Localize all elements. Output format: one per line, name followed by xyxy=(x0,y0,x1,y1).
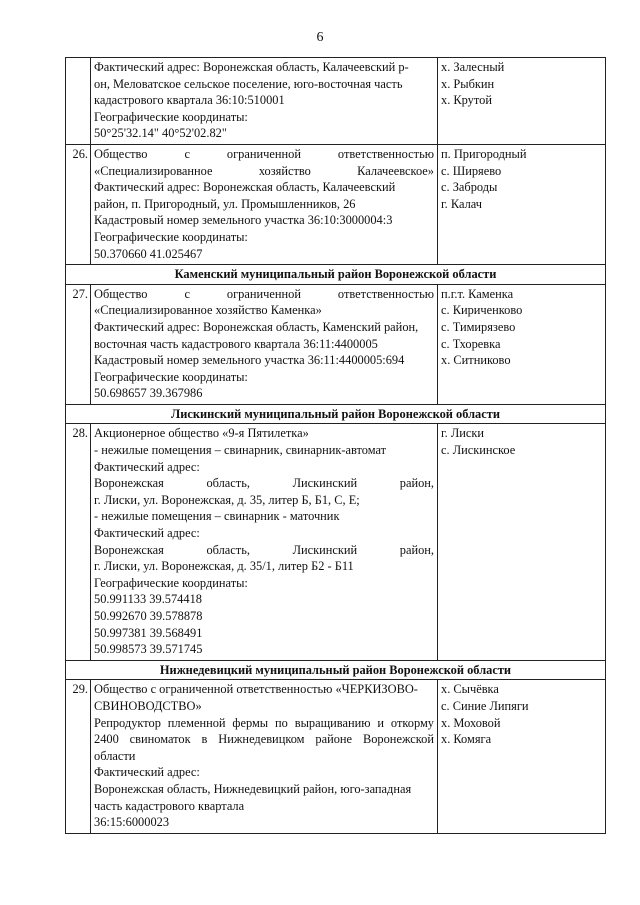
page-number: 6 xyxy=(316,30,324,45)
cadastral-line: 36:15:6000023 xyxy=(94,815,170,830)
locality: с. Заброды xyxy=(441,180,498,195)
address-line: Фактический адрес: Воронежская область, Калачеевский xyxy=(94,180,396,195)
entry-number xyxy=(66,58,91,145)
cadastral-line: кадастрового квартала 36:10:510001 xyxy=(94,93,285,108)
coordinates-value: 50°25'32.14" 40°52'02.82" xyxy=(94,126,227,141)
locality: х. Сычёвка xyxy=(441,682,499,697)
word: с xyxy=(184,286,190,301)
company-name-line xyxy=(94,146,434,163)
address-line: г. Лиски, ул. Воронежская, д. 35, литер Б, Б1, С, Е; xyxy=(94,492,360,507)
word: Лискинский xyxy=(292,476,358,491)
entry-number: 29. xyxy=(66,680,91,833)
word: хозяйство xyxy=(258,163,311,178)
address-line xyxy=(94,542,434,559)
word: Воронежская xyxy=(94,542,164,557)
table-row xyxy=(66,424,606,660)
address-line: Фактический адрес: Воронежская область, Калачеевский р- xyxy=(94,60,409,74)
locality: х. Моховой xyxy=(441,715,501,730)
locality: г. Лиски xyxy=(441,426,485,441)
word: район, xyxy=(399,476,434,491)
word: область, xyxy=(206,542,250,557)
word: ответственностью xyxy=(337,286,434,301)
entry-number: 28. xyxy=(66,424,91,660)
section-row xyxy=(66,404,606,424)
locality: п.г.т. Каменка xyxy=(441,286,514,301)
table-row xyxy=(66,144,606,264)
entry-localities xyxy=(438,284,606,404)
address-line xyxy=(94,475,434,492)
word: ответственностью xyxy=(337,146,434,161)
section-heading: Каменский муниципальный район Воронежской области xyxy=(66,265,606,285)
entry-number: 27. xyxy=(66,284,91,404)
word: Общество xyxy=(94,286,148,301)
company-name-line: Общество с ограниченной ответственностью «ЧЕРКИЗОВО- xyxy=(94,682,418,697)
registry-table xyxy=(65,57,606,834)
word: с xyxy=(184,146,190,161)
address-line: г. Лиски, ул. Воронежская, д. 35/1, литер Б2 - Б11 xyxy=(94,559,354,574)
locality: х. Ситниково xyxy=(441,353,511,368)
company-name-line: СВИНОВОДСТВО» xyxy=(94,698,202,713)
address-line: район, п. Пригородный, ул. Промышленников, 26 xyxy=(94,196,356,211)
facility-paragraph: Репродуктор племенной фермы по выращиванию и откорму 2400 свиноматок в Нижнедевицком районе Воронежской области xyxy=(94,715,434,763)
entry-description xyxy=(91,144,438,264)
coordinates-value: 50.992670 39.578878 xyxy=(94,609,203,623)
section-heading: Нижнедевицкий муниципальный район Воронежской области xyxy=(66,660,606,680)
address-line: восточная часть кадастрового квартала 36:11:4400005 xyxy=(94,336,378,351)
locality: п. Пригородный xyxy=(441,146,527,161)
locality: с. Тхоревка xyxy=(441,336,501,351)
facility-line: - нежилые помещения – свинарник, свинарник-автомат xyxy=(94,443,387,458)
company-name-line: Акционерное общество «9-я Пятилетка» xyxy=(94,426,309,441)
word: Лискинский xyxy=(292,542,358,557)
locality: с. Ширяево xyxy=(441,163,502,178)
locality: х. Рыбкин xyxy=(441,76,495,91)
company-name-line xyxy=(94,286,434,303)
company-name-line xyxy=(94,163,434,180)
coordinates-value: 50.997381 39.568491 xyxy=(94,625,203,640)
coordinates-value: 50.998573 39.571745 xyxy=(94,642,203,657)
locality: с. Лискинское xyxy=(441,443,516,458)
coordinates-label: Географические координаты: xyxy=(94,229,248,244)
cadastral-line: Кадастровый номер земельного участка 36:11:4400005:694 xyxy=(94,353,405,368)
coordinates-label: Географические координаты: xyxy=(94,369,248,384)
company-name-line: «Специализированное хозяйство Каменка» xyxy=(94,303,322,318)
address-line: Фактический адрес: Воронежская область, Каменский район, xyxy=(94,319,419,334)
locality: с. Кириченково xyxy=(441,303,523,318)
entry-localities xyxy=(438,424,606,660)
address-line: часть кадастрового квартала xyxy=(94,798,245,813)
section-heading: Лискинский муниципальный район Воронежской области xyxy=(66,404,606,424)
table-row xyxy=(66,284,606,404)
locality: х. Залесный xyxy=(441,60,505,74)
coordinates-value: 50.370660 41.025467 xyxy=(94,246,203,261)
table-row xyxy=(66,58,606,145)
coordinates-value: 50.698657 39.367986 xyxy=(94,386,203,401)
coordinates-value: 50.991133 39.574418 xyxy=(94,592,202,607)
entry-description xyxy=(91,424,438,660)
word: Общество xyxy=(94,146,148,161)
entry-localities xyxy=(438,144,606,264)
locality: х. Комяга xyxy=(441,732,492,747)
address-label: Фактический адрес: xyxy=(94,526,200,541)
word: ограниченной xyxy=(226,146,301,161)
table-row xyxy=(66,680,606,833)
locality: с. Синие Липяги xyxy=(441,698,529,713)
address-line: Воронежская область, Нижнедевицкий район, юго-западная xyxy=(94,781,412,796)
word: «Специализированное xyxy=(94,163,213,178)
facility-line: - нежилые помещения – свинарник - маточник xyxy=(94,509,340,524)
address-line: он, Меловатское сельское поселение, юго-восточная часть xyxy=(94,76,403,91)
entry-description xyxy=(91,680,438,833)
coordinates-label: Географические координаты: xyxy=(94,575,248,590)
entry-description xyxy=(91,284,438,404)
address-label: Фактический адрес: xyxy=(94,459,200,474)
word: ограниченной xyxy=(226,286,301,301)
entry-localities xyxy=(438,680,606,833)
word: район, xyxy=(399,542,434,557)
word: область, xyxy=(206,476,250,491)
locality: х. Крутой xyxy=(441,93,492,108)
word: Воронежская xyxy=(94,476,164,491)
locality: с. Тимирязево xyxy=(441,319,516,334)
coordinates-label: Географические координаты: xyxy=(94,109,248,124)
locality: г. Калач xyxy=(441,196,483,211)
entry-description xyxy=(91,58,438,145)
word: Калачеевское» xyxy=(357,163,434,178)
entry-number: 26. xyxy=(66,144,91,264)
section-row xyxy=(66,660,606,680)
cadastral-line: Кадастровый номер земельного участка 36:10:3000004:3 xyxy=(94,213,393,228)
section-row xyxy=(66,265,606,285)
entry-localities xyxy=(438,58,606,145)
address-label: Фактический адрес: xyxy=(94,765,200,780)
